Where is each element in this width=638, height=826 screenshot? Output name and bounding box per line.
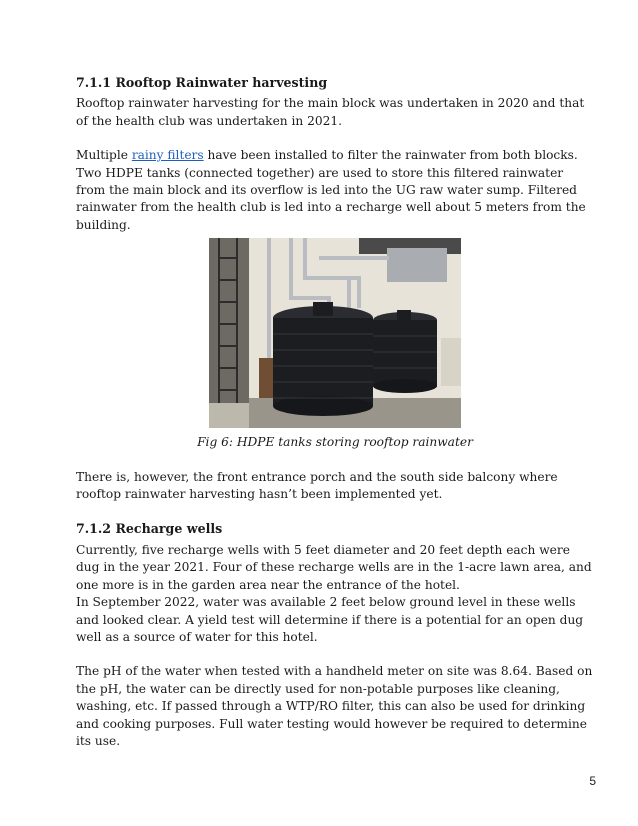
photo-small-tank	[373, 310, 437, 393]
paragraph-rainy-filters	[76, 147, 594, 234]
paragraph-ph-water: The pH of the water when tested with a handheld meter on site was 8.64. Based on the pH, the water can be directly used for non-potable purposes like cleaning, washing, etc. If passed through a WTP/RO filter, this can also be used for drinking and cooking purposes. Full water testing would however be required to determine its use.	[76, 664, 593, 748]
paragraph-gap	[76, 503, 594, 520]
figure-caption: Fig 6: HDPE tanks storing rooftop rainwater	[197, 435, 473, 450]
paragraph-rainy-filters-suffix: have been installed to filter the rainwater from both blocks. Two HDPE tanks (connected together) are used to store this filtered rainwater from the main block and its overflow is led into the UG raw water sump. Filtered rainwater from the health club is led into a recharge well about 5 meters from the building.	[76, 148, 586, 232]
hdpe-tanks-photo	[209, 238, 461, 428]
photo-duct	[387, 248, 447, 282]
section-heading-rooftop-rainwater: 7.1.1 Rooftop Rainwater harvesting	[76, 75, 328, 90]
paragraph-gap	[76, 130, 594, 147]
paragraph-front-porch: There is, however, the front entrance porch and the south side balcony where rooftop rainwater harvesting hasn’t been implemented yet.	[76, 469, 558, 502]
paragraph-gap	[76, 452, 594, 469]
paragraph-recharge-wells-intro: Currently, five recharge wells with 5 feet diameter and 20 feet depth each were dug in the year 2021. Four of these recharge wells are in the 1-acre lawn area, and one more is in the garden area near the entrance of the hotel.	[76, 542, 592, 592]
photo-right-wall	[441, 338, 461, 386]
photo-left-ladder-wall	[209, 238, 249, 428]
paragraph-gap	[76, 646, 594, 663]
paragraph-rooftop-intro: Rooftop rainwater harvesting for the main block was undertaken in 2020 and that of the health club was undertaken in 2021.	[76, 96, 585, 128]
page-number: 5	[589, 774, 596, 788]
page-content	[76, 74, 594, 750]
paragraph-september-2022: In September 2022, water was available 2 feet below ground level in these wells and looked clear. A yield test will determine if there is a potential for an open dug well as a source of water for this hotel.	[76, 595, 584, 644]
paragraph-rainy-filters-prefix: Multiple	[76, 148, 132, 163]
photo-large-tank	[273, 302, 373, 416]
rainy-filters-link[interactable]: rainy filters	[131, 148, 204, 163]
section-heading-recharge-wells: 7.1.2 Recharge wells	[76, 521, 223, 537]
